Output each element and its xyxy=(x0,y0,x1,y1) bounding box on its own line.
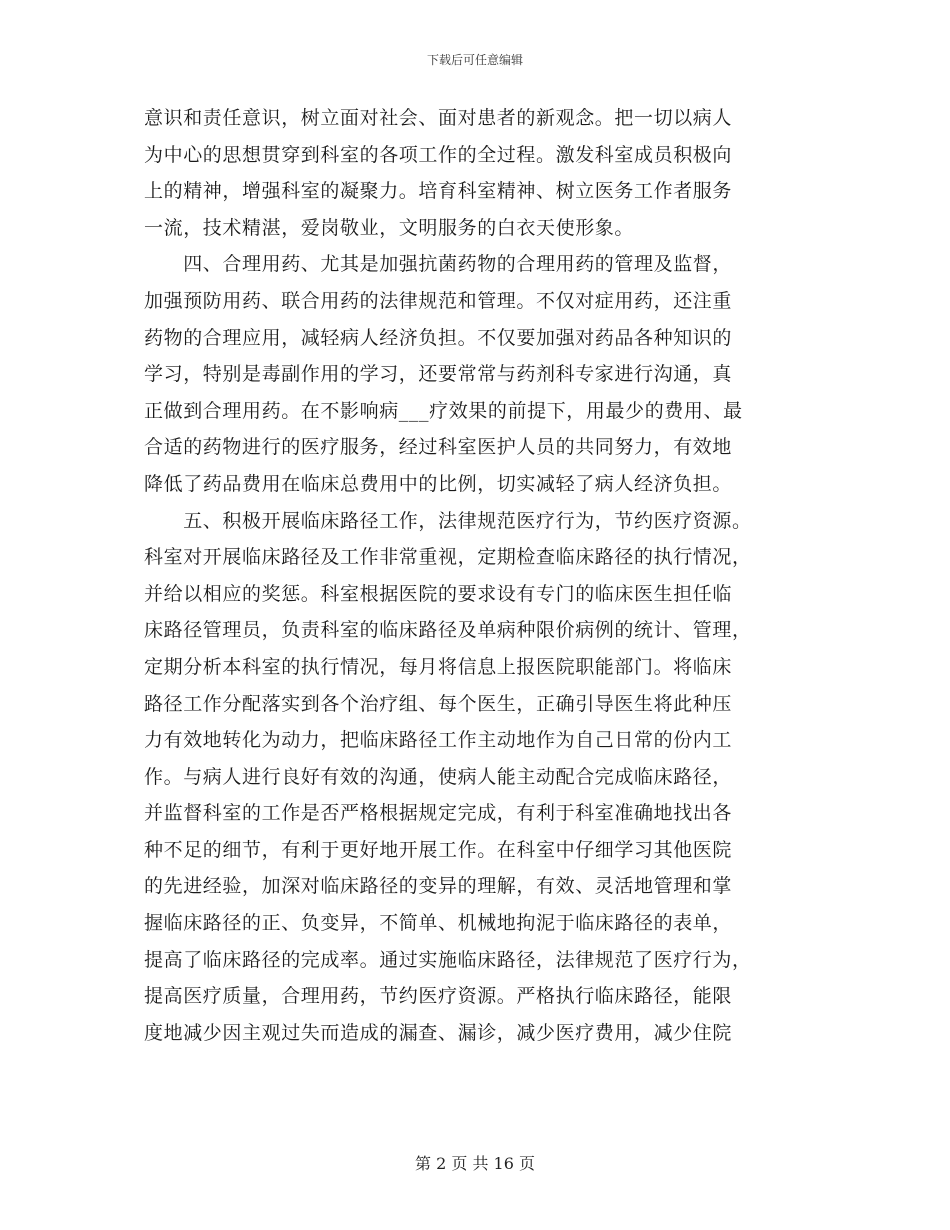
text-line: 一流，技术精湛，爱岗敬业，文明服务的白衣天使形象。 xyxy=(144,216,635,239)
text-line: 药物的合理应用，减轻病人经济负担。不仅要加强对药品各种知识的 xyxy=(144,326,733,349)
text-line: 学习，特别是毒副作用的学习，还要常常与药剂科专家进行沟通，真 xyxy=(144,363,733,386)
text-line: 床路径管理员，负责科室的临床路径及单病种限价病例的统计、管理， xyxy=(144,619,752,642)
page-number: 第 2 页 共 16 页 xyxy=(415,1154,535,1173)
text-line: 定期分析本科室的执行情况，每月将信息上报医院职能部门。将临床 xyxy=(144,655,733,678)
text-line: 并监督科室的工作是否严格根据规定完成，有利于科室准确地找出各 xyxy=(144,802,733,825)
text-line: 的先进经验，加深对临床路径的变异的理解，有效、灵活地管理和掌 xyxy=(144,875,733,898)
text-line: 度地减少因主观过失而造成的漏查、漏诊，减少医疗费用，减少住院 xyxy=(144,1021,733,1044)
text-line: 四、合理用药、尤其是加强抗菌药物的合理用药的管理及监督， xyxy=(144,253,733,276)
text-line: 路径工作分配落实到各个治疗组、每个医生，正确引导医生将此种压 xyxy=(144,692,733,715)
text-line: 降低了药品费用在临床总费用中的比例，切实减轻了病人经济负担。 xyxy=(144,472,733,495)
text-line: 科室对开展临床路径及工作非常重视，定期检查临床路径的执行情况， xyxy=(144,546,752,569)
document-body xyxy=(144,100,824,1051)
page-header-note: 下载后可任意编辑 xyxy=(426,53,523,67)
text-line: 意识和责任意识，树立面对社会、面对患者的新观念。把一切以病人 xyxy=(144,107,733,129)
text-line: 五、积极开展临床路径工作，法律规范医疗行为，节约医疗资源。 xyxy=(144,509,752,532)
text-line: 并给以相应的奖惩。科室根据医院的要求设有专门的临床医生担任临 xyxy=(144,582,733,605)
text-line: 为中心的思想贯穿到科室的各项工作的全过程。激发科室成员积极向 xyxy=(144,143,733,166)
text-line: 作。与病人进行良好有效的沟通，使病人能主动配合完成临床路径， xyxy=(144,765,733,788)
text-line: 提高了临床路径的完成率。通过实施临床路径，法律规范了医疗行为， xyxy=(144,948,752,971)
text-line: 种不足的细节，有利于更好地开展工作。在科室中仔细学习其他医院 xyxy=(144,838,733,861)
text-line: 加强预防用药、联合用药的法律规范和管理。不仅对症用药，还注重 xyxy=(144,289,733,312)
text-line: 上的精神，增强科室的凝聚力。培育科室精神、树立医务工作者服务 xyxy=(144,180,733,203)
text-line: 力有效地转化为动力，把临床路径工作主动地作为自己日常的份内工 xyxy=(144,729,733,752)
text-line: 握临床路径的正、负变异，不简单、机械地拘泥于临床路径的表单， xyxy=(144,912,733,935)
text-line: 提高医疗质量，合理用药，节约医疗资源。严格执行临床路径，能限 xyxy=(144,985,733,1008)
text-line: 合适的药物进行的医疗服务，经过科室医护人员的共同努力，有效地 xyxy=(144,436,733,459)
text-line: 正做到合理用药。在不影响病___疗效果的前提下，用最少的费用、最 xyxy=(144,399,743,422)
